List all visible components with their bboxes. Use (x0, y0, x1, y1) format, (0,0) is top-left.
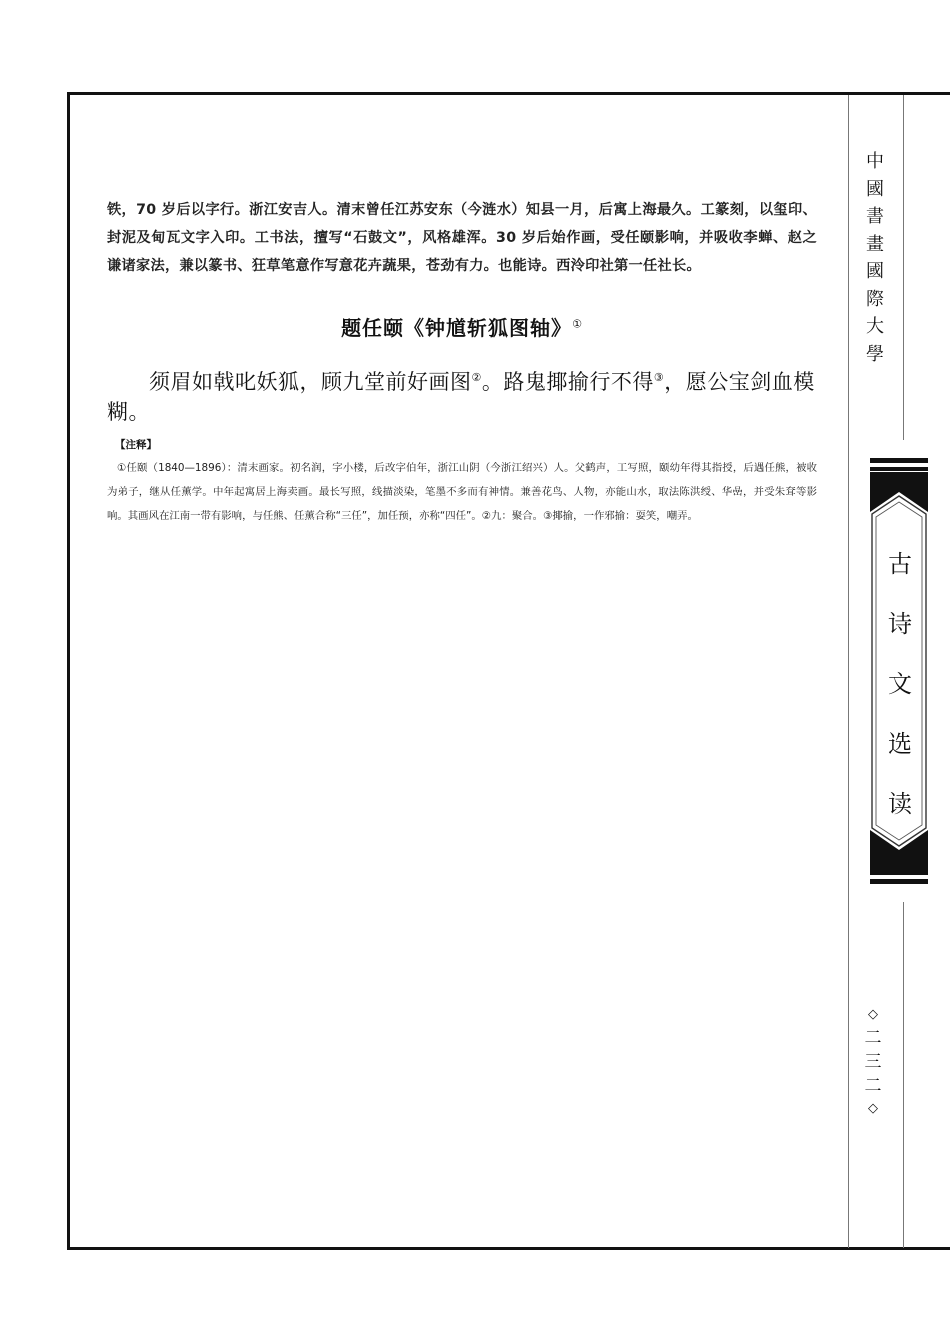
badge-bar-top-outer (870, 458, 928, 463)
section-title-char: 诗 (888, 610, 912, 638)
section-title (880, 534, 920, 834)
side-title-char: 際 (866, 288, 884, 310)
section-title-char: 古 (888, 550, 912, 578)
side-title-char: 中 (866, 151, 884, 172)
margin-rule-right-bottom (903, 902, 904, 1248)
side-title (862, 148, 888, 368)
side-title-char: 國 (866, 178, 884, 200)
notes-text: ①任颐（1840—1896）：清末画家。初名润，字小楼，后改字伯年，浙江山阴（今浙江绍兴）人。父鹤声，工写照，颐幼年得其指授，后遇任熊，被收为弟子，继从任薰学。中年起寓居上海卖画。最长写照，线描淡染，笔墨不多而有神情。兼善花鸟、人物，亦能山水，取法陈洪绶、华嵒，并受朱耷等影响。其画风在江南一带有影响，与任熊、任薰合称“三任”，加任预，亦称“四任”。②九：聚合。③揶揄，一作邪揄：耍笑，嘲弄。 (107, 462, 817, 522)
page-number-diamond-bottom: ◇ (868, 1101, 878, 1116)
section-title-char: 文 (888, 670, 912, 698)
biography-paragraph: 铁，70 岁后以字行。浙江安吉人。清末曾任江苏安东（今涟水）知县一月，后寓上海最久。工篆刻，以玺印、封泥及甸瓦文字入印。工书法，擅写“石鼓文”，风格雄浑。30 岁后始作画，受任颐影响，并吸收李蝉、赵之谦诸家法，兼以篆书、狂草笔意作写意花卉蔬果，苍劲有力。也能诗。西泠印社第一任社长。 (107, 202, 817, 274)
poem-title (107, 312, 817, 341)
footnote-mark-3: ③ (653, 371, 665, 384)
notes-heading: 【注释】 (115, 439, 157, 451)
side-title-char: 畫 (866, 233, 884, 255)
badge-bar-bottom-outer (870, 879, 928, 884)
side-title-char: 書 (866, 206, 884, 227)
margin-rule-left (848, 95, 849, 1248)
poem-body (107, 363, 817, 427)
footnote-mark-2: ② (471, 371, 482, 384)
footnote-mark-1: ① (572, 317, 583, 331)
section-title-char: 选 (888, 730, 912, 758)
side-title-char: 學 (866, 343, 884, 365)
section-title-char: 读 (888, 790, 912, 818)
poem-line-2: 。路鬼揶揄行不得 (481, 370, 654, 394)
page-number (860, 1004, 886, 1120)
badge-bar-top-inner (870, 467, 928, 471)
poem-line-1: 须眉如戟叱妖狐，顾九堂前好画图 (149, 370, 472, 394)
main-content (107, 196, 817, 528)
badge-bar-bottom-inner (870, 871, 928, 875)
side-title-char: 大 (866, 316, 884, 337)
margin-rule-right-top (903, 95, 904, 440)
page-number-digit: 二 (864, 1076, 882, 1096)
poem-title-text: 题任颐《钟馗斩狐图轴》 (341, 316, 573, 340)
side-title-char: 國 (866, 261, 884, 282)
page-number-digit: 三 (864, 1052, 882, 1072)
page-number-diamond-top: ◇ (868, 1007, 878, 1022)
page-number-digit: 二 (864, 1028, 882, 1048)
poem-line-3: ，愿公宝剑血模糊。 (107, 370, 815, 424)
